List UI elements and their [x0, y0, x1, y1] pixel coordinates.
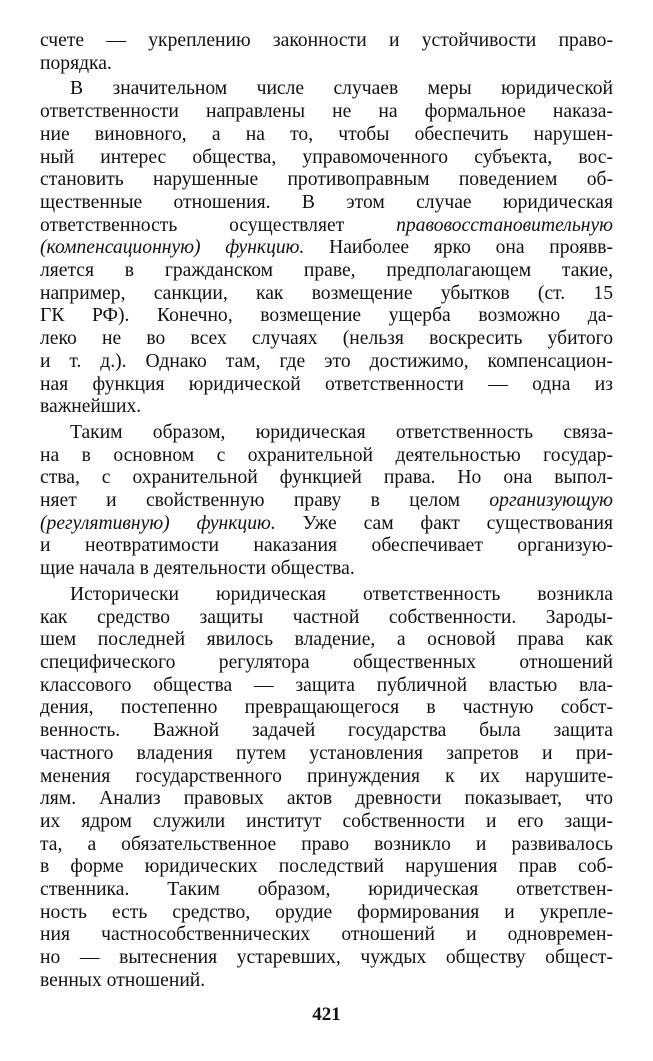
- text-line: например, санкции, как возмещение убытков (ст. 15: [40, 282, 613, 304]
- text-line: ная функция юридической ответственности — одна из: [40, 373, 613, 395]
- page-number: 421: [312, 1004, 341, 1025]
- text-line: ние виновного, а на то, чтобы обеспечить нарушен-: [40, 123, 613, 145]
- text-line: и неотвратимости наказания обеспечивает организую-: [40, 535, 613, 557]
- text-line: специфического регулятора общественных отношений: [40, 651, 613, 673]
- text-line: на в основном с охранительной деятельностью государ-: [40, 444, 613, 466]
- text-line: лям. Анализ правовых актов древности показывает, что: [40, 788, 613, 810]
- text-line: венность. Важной задачей государства была защита: [40, 720, 613, 742]
- text-line: и т. д.). Однако там, где это достижимо, компенсацион-: [40, 350, 613, 372]
- text-line: (компенсационную) функцию. Наиболее ярко она проявв-: [40, 237, 613, 259]
- text-line: Таким образом, юридическая ответственность связа-: [70, 421, 613, 443]
- text-line: как средство защиты частной собственности. Зароды-: [40, 606, 613, 628]
- text-line: (регулятивную) функцию. Уже сам факт существования: [40, 512, 613, 534]
- text-line: ответственность осуществляет правовосстановительную: [40, 214, 613, 236]
- text-line: няет и свойственную праву в целом организующую: [40, 490, 613, 512]
- text-line: ГК РФ). Конечно, возмещение ущерба возможно да-: [40, 305, 613, 327]
- text-line: классового общества — защита публичной властью вла-: [40, 674, 613, 696]
- text-line: ность есть средство, орудие формирования и укрепле-: [40, 901, 613, 923]
- text-line: ответственности направлены не на формальное наказа-: [40, 101, 613, 123]
- paragraph: [40, 30, 613, 75]
- text-line: шем последней явилось владение, а основой права как: [40, 629, 613, 651]
- text-line: Исторически юридическая ответственность возникла: [70, 583, 613, 605]
- text-line: ственника. Таким образом, юридическая ответствен-: [40, 879, 613, 901]
- text-line: счете — укреплению законности и устойчивости право-: [40, 30, 613, 51]
- text-line: порядка.: [40, 52, 112, 74]
- page-body: [40, 30, 613, 996]
- text-line: В значительном числе случаев меры юридической: [70, 78, 613, 100]
- text-line: важнейших.: [40, 396, 142, 418]
- text-line: ляется в гражданском праве, предполагающем такие,: [40, 260, 613, 282]
- paragraph: [40, 422, 613, 581]
- text-line: щие начала в деятельности общества.: [40, 558, 355, 580]
- text-line: частного владения путем установления запретов и при-: [40, 742, 613, 764]
- text-line: их ядром служили институт собственности и его защи-: [40, 810, 613, 832]
- text-line: леко не во всех случаях (нельзя воскресить убитого: [40, 328, 613, 350]
- text-line: ный интерес общества, управомоченного субъекта, вос-: [40, 146, 613, 168]
- text-line: та, а обязательственное право возникло и развивалось: [40, 833, 613, 855]
- paragraph: [40, 78, 613, 419]
- text-line: дения, постепенно превращающегося в частную собст-: [40, 697, 613, 719]
- text-line: менения государственного принуждения к их нарушите-: [40, 765, 613, 787]
- text-line: щественные отношения. В этом случае юридическая: [40, 191, 613, 213]
- text-line: венных отношений.: [40, 969, 206, 991]
- text-line: становить нарушенные противоправным поведением об-: [40, 169, 613, 191]
- paragraph: [40, 584, 613, 993]
- text-line: ства, с охранительной функцией права. Но она выпол-: [40, 467, 613, 489]
- text-line: но — вытеснения устаревших, чуждых обществу общест-: [40, 947, 613, 969]
- text-line: в форме юридических последствий нарушения прав соб-: [40, 856, 613, 878]
- text-line: ния частнособственнических отношений и одновремен-: [40, 924, 613, 946]
